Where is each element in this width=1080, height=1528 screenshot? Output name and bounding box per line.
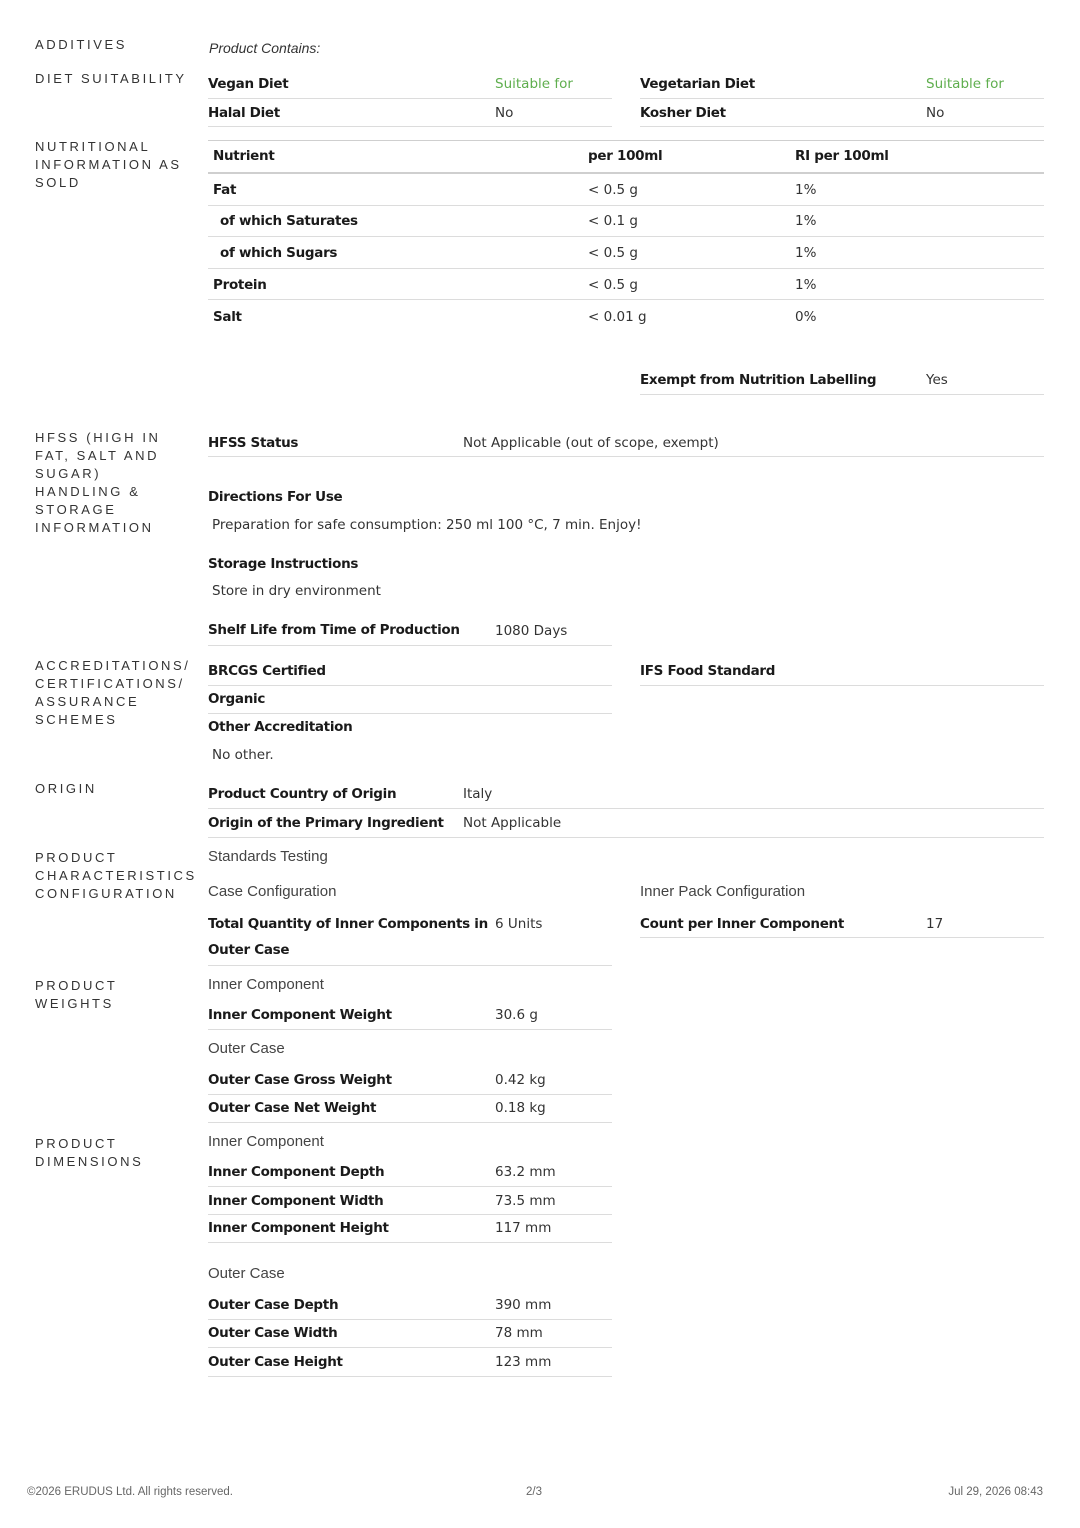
vegan-diet-label: Vegan Diet bbox=[208, 76, 289, 92]
nutrition-row-name: Protein bbox=[213, 277, 267, 293]
weights-outer-heading: Outer Case bbox=[208, 1040, 285, 1057]
divider bbox=[640, 98, 1044, 99]
nutrition-row-name: Fat bbox=[213, 182, 237, 198]
section-label-product-weights: PRODUCT WEIGHTS bbox=[35, 978, 118, 1011]
outer-width-value: 78 mm bbox=[495, 1325, 543, 1341]
shelf-life-value: 1080 Days bbox=[495, 623, 568, 639]
nutrition-row-ri: 1% bbox=[795, 213, 817, 229]
outer-height-value: 123 mm bbox=[495, 1354, 552, 1370]
nutrition-header-per-100ml: per 100ml bbox=[588, 148, 663, 164]
outer-width-label: Outer Case Width bbox=[208, 1325, 338, 1341]
divider bbox=[640, 937, 1044, 938]
divider bbox=[208, 1094, 612, 1095]
inner-depth-value: 63.2 mm bbox=[495, 1164, 556, 1180]
inner-height-value: 117 mm bbox=[495, 1220, 552, 1236]
additives-text: Product Contains: bbox=[209, 40, 321, 56]
nutrition-row-value: < 0.01 g bbox=[588, 309, 647, 325]
total-quantity-value: 6 Units bbox=[495, 916, 543, 932]
inner-weight-label: Inner Component Weight bbox=[208, 1007, 392, 1023]
case-configuration-heading: Case Configuration bbox=[208, 883, 337, 900]
divider bbox=[208, 837, 1044, 838]
table-header-border bbox=[208, 172, 1044, 174]
divider bbox=[640, 685, 1044, 686]
directions-label: Directions For Use bbox=[208, 489, 343, 505]
nutrition-row-value: < 0.5 g bbox=[588, 245, 638, 261]
nutrition-row-value: < 0.5 g bbox=[588, 277, 638, 293]
dimensions-inner-heading: Inner Component bbox=[208, 1133, 324, 1150]
divider bbox=[208, 299, 1044, 300]
section-label-handling-storage: HANDLING & STORAGE INFORMATION bbox=[35, 484, 154, 535]
section-label-diet-suitability: DIET SUITABILITY bbox=[35, 71, 187, 86]
section-label-product-dimensions: PRODUCT DIMENSIONS bbox=[35, 1136, 144, 1169]
dimensions-outer-heading: Outer Case bbox=[208, 1265, 285, 1282]
outer-gross-weight-value: 0.42 kg bbox=[495, 1072, 546, 1088]
count-per-inner-value: 17 bbox=[926, 916, 944, 932]
divider bbox=[208, 1376, 612, 1377]
divider bbox=[208, 965, 612, 966]
inner-width-value: 73.5 mm bbox=[495, 1193, 556, 1209]
primary-ingredient-origin-label: Origin of the Primary Ingredient bbox=[208, 815, 444, 831]
other-accreditation-value: No other. bbox=[212, 747, 274, 763]
nutrition-row-name: Salt bbox=[213, 309, 242, 325]
hfss-status-value: Not Applicable (out of scope, exempt) bbox=[463, 435, 719, 451]
divider bbox=[208, 713, 612, 714]
nutrition-row-ri: 1% bbox=[795, 245, 817, 261]
organic-label: Organic bbox=[208, 691, 266, 707]
kosher-diet-value: No bbox=[926, 105, 945, 121]
divider bbox=[208, 645, 612, 646]
other-accreditation-label: Other Accreditation bbox=[208, 719, 353, 735]
footer-copyright: ©2026 ERUDUS Ltd. All rights reserved. bbox=[27, 1486, 233, 1498]
inner-pack-configuration-heading: Inner Pack Configuration bbox=[640, 883, 806, 900]
directions-value: Preparation for safe consumption: 250 ml 100 °C, 7 min. Enjoy! bbox=[212, 517, 642, 533]
standards-testing-heading: Standards Testing bbox=[208, 848, 328, 865]
table-top-border bbox=[208, 140, 1044, 141]
nutrition-row-ri: 0% bbox=[795, 309, 817, 325]
divider bbox=[208, 1319, 612, 1320]
divider bbox=[208, 1029, 612, 1030]
section-label-origin: ORIGIN bbox=[35, 781, 97, 796]
divider bbox=[640, 126, 1044, 127]
divider bbox=[640, 394, 1044, 395]
divider bbox=[208, 456, 1044, 457]
nutrition-row-name: of which Saturates bbox=[220, 213, 358, 229]
divider bbox=[208, 268, 1044, 269]
divider bbox=[208, 685, 612, 686]
outer-gross-weight-label: Outer Case Gross Weight bbox=[208, 1072, 392, 1088]
inner-depth-label: Inner Component Depth bbox=[208, 1164, 385, 1180]
nutrition-header-ri: RI per 100ml bbox=[795, 148, 889, 164]
nutrition-row-ri: 1% bbox=[795, 277, 817, 293]
hfss-status-label: HFSS Status bbox=[208, 435, 299, 451]
shelf-life-label: Shelf Life from Time of Production bbox=[208, 622, 460, 638]
section-label-nutrition: NUTRITIONAL INFORMATION AS SOLD bbox=[35, 139, 182, 190]
outer-net-weight-label: Outer Case Net Weight bbox=[208, 1100, 377, 1116]
divider bbox=[208, 1214, 612, 1215]
vegetarian-diet-label: Vegetarian Diet bbox=[640, 76, 755, 92]
vegetarian-diet-value: Suitable for bbox=[926, 76, 1004, 92]
divider bbox=[208, 98, 612, 99]
nutrition-row-ri: 1% bbox=[795, 182, 817, 198]
halal-diet-value: No bbox=[495, 105, 514, 121]
nutrition-row-value: < 0.1 g bbox=[588, 213, 638, 229]
section-label-additives: ADDITIVES bbox=[35, 37, 128, 52]
weights-inner-heading: Inner Component bbox=[208, 976, 324, 993]
exempt-nutrition-value: Yes bbox=[926, 372, 948, 388]
count-per-inner-label: Count per Inner Component bbox=[640, 916, 845, 932]
divider bbox=[208, 1242, 612, 1243]
divider bbox=[208, 1186, 612, 1187]
inner-weight-value: 30.6 g bbox=[495, 1007, 538, 1023]
outer-depth-label: Outer Case Depth bbox=[208, 1297, 339, 1313]
halal-diet-label: Halal Diet bbox=[208, 105, 280, 121]
ifs-label: IFS Food Standard bbox=[640, 663, 776, 679]
divider bbox=[208, 1122, 612, 1123]
outer-net-weight-value: 0.18 kg bbox=[495, 1100, 546, 1116]
footer-timestamp: Jul 29, 2026 08:43 bbox=[948, 1486, 1043, 1498]
storage-label: Storage Instructions bbox=[208, 556, 359, 572]
divider bbox=[208, 205, 1044, 206]
nutrition-row-name: of which Sugars bbox=[220, 245, 338, 261]
nutrition-header-nutrient: Nutrient bbox=[213, 148, 275, 164]
divider bbox=[208, 236, 1044, 237]
section-label-accreditations: ACCREDITATIONS/ CERTIFICATIONS/ ASSURANCE SCHEMES bbox=[35, 658, 191, 727]
outer-depth-value: 390 mm bbox=[495, 1297, 552, 1313]
primary-ingredient-origin-value: Not Applicable bbox=[463, 815, 562, 831]
inner-width-label: Inner Component Width bbox=[208, 1193, 384, 1209]
brcgs-label: BRCGS Certified bbox=[208, 663, 326, 679]
country-origin-label: Product Country of Origin bbox=[208, 786, 397, 802]
section-label-product-characteristics: PRODUCT CHARACTERISTICS CONFIGURATION bbox=[35, 850, 197, 901]
footer-page-number: 2/3 bbox=[526, 1486, 542, 1498]
country-origin-value: Italy bbox=[463, 786, 493, 802]
exempt-nutrition-label: Exempt from Nutrition Labelling bbox=[640, 372, 877, 388]
divider bbox=[208, 126, 612, 127]
divider bbox=[208, 1347, 612, 1348]
section-label-hfss: HFSS (HIGH IN FAT, SALT AND SUGAR) bbox=[35, 430, 161, 481]
vegan-diet-value: Suitable for bbox=[495, 76, 573, 92]
nutrition-row-value: < 0.5 g bbox=[588, 182, 638, 198]
inner-height-label: Inner Component Height bbox=[208, 1220, 389, 1236]
divider bbox=[208, 808, 1044, 809]
storage-value: Store in dry environment bbox=[212, 583, 381, 599]
total-quantity-label: Total Quantity of Inner Components in Outer Case bbox=[208, 916, 488, 958]
kosher-diet-label: Kosher Diet bbox=[640, 105, 726, 121]
outer-height-label: Outer Case Height bbox=[208, 1354, 343, 1370]
